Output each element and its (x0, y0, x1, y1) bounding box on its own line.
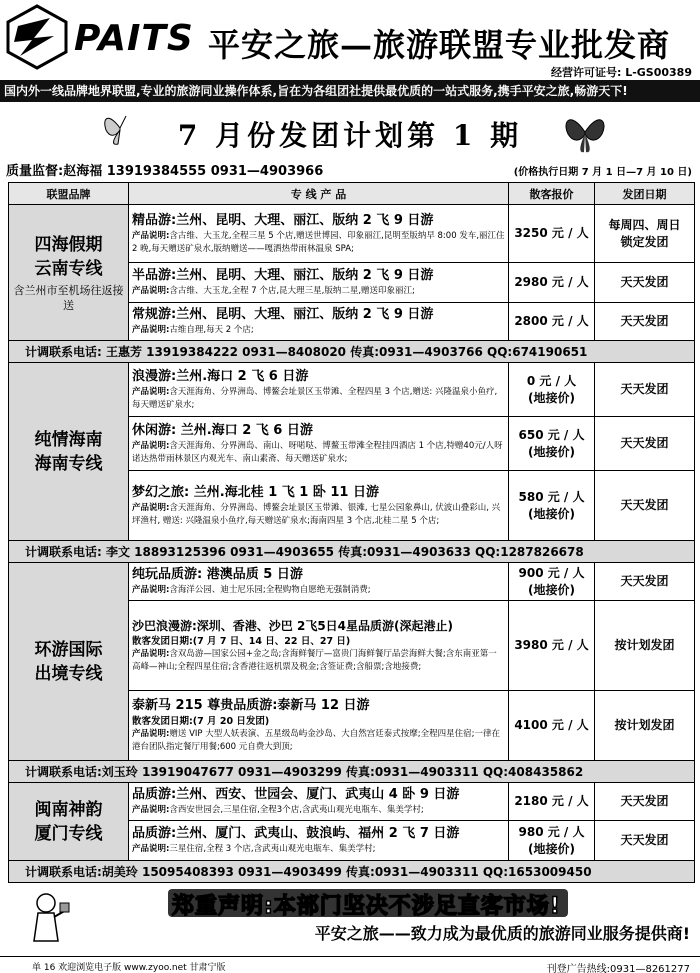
desc-label: 产品说明: (132, 230, 170, 241)
product-subtitle: 散客发团日期:(7 月 20 日发团) (132, 716, 270, 727)
product-name: 品质游:兰州、厦门、武夷山、鼓浪屿、福州 2 飞 7 日游 (132, 826, 460, 841)
date-cell (595, 563, 695, 601)
price-cell (509, 263, 595, 303)
contact-row (9, 761, 695, 783)
product-cell (129, 783, 509, 821)
price-cell (509, 417, 595, 471)
contact-cell: 计调联系电话:刘玉玲 13919047677 0931—4903299 传真:0931—4903311 QQ:408435862 (9, 761, 695, 783)
departure-date: 天天发团 (620, 275, 669, 289)
col-header-product: 专 线 产 品 (129, 183, 509, 205)
col-header-brand: 联盟品牌 (9, 183, 129, 205)
departure-date: 每周四、周日锁定发团 (608, 217, 681, 249)
quality-supervisor: 质量监督:赵海福 13919384555 0931—4903966 (6, 164, 324, 179)
product-desc (132, 843, 505, 856)
product-cell (129, 417, 509, 471)
product-desc (132, 386, 505, 412)
departure-date: 天天发团 (620, 314, 669, 328)
desc-text: 含天涯海角、分界洲岛、南山、呀喏哒、博鳌玉带滩全程挂四酒店 1 个店,特赠40元/人呀诺达热带雨林景区内观光车、南山素斋、每天赠送矿泉水; (132, 440, 503, 464)
bottom-bar (0, 956, 700, 973)
departure-date: 天天发团 (620, 436, 669, 450)
brand-line: 出境专线 (34, 663, 103, 684)
product-cell (129, 303, 509, 341)
product-name: 品质游:兰州、西安、世园会、厦门、武夷山 4 卧 9 日游 (132, 787, 460, 802)
price-cell (509, 205, 595, 263)
product-cell (129, 563, 509, 601)
departure-date: 天天发团 (620, 498, 669, 512)
date-cell (595, 783, 695, 821)
price-cell (509, 303, 595, 341)
price-cell (509, 691, 595, 761)
price: 4100 元 / 人 (514, 718, 589, 732)
contact-cell: 计调联系电话:胡美玲 15095408393 0931—4903499 传真:0931—4903311 QQ:1653009450 (9, 861, 695, 883)
departure-date: 天天发团 (620, 794, 669, 808)
product-cell (129, 471, 509, 541)
desc-label: 产品说明: (132, 502, 170, 513)
price: 650 元 / 人 (518, 427, 585, 442)
date-cell (595, 263, 695, 303)
product-cell (129, 263, 509, 303)
desc-label: 产品说明: (132, 440, 170, 451)
price: 900 元 / 人 (518, 565, 585, 580)
butterfly-right-icon (560, 108, 610, 156)
desc-text: 含西安世园会,三星住宿,全程3个店,含武夷山观光电瓶车、集美学村; (169, 805, 424, 815)
price: 0 元 / 人 (526, 373, 577, 388)
desc-label: 产品说明: (132, 729, 170, 739)
product-desc (132, 804, 505, 817)
table-row (9, 563, 695, 601)
brand-cell (9, 563, 129, 761)
product-name: 沙巴浪漫游:深圳、香港、沙巴 2飞5日4星品质游(深起港止) (132, 619, 453, 633)
price-note: (地接价) (528, 841, 575, 856)
desc-label: 产品说明: (132, 325, 170, 335)
product-name: 休闲游: 兰州.海口 2 飞 6 日游 (132, 422, 313, 438)
brand-cell (9, 783, 129, 861)
desc-text: 赠送 VIP 大型人妖表演、五星级岛屿金沙岛、大自然宫廷泰式按摩;全程四星住宿;一律在港台团队指定餐厅用餐;600 元自费大到顶; (132, 729, 500, 752)
title-row (0, 104, 700, 158)
brand-name: PAITS (74, 18, 194, 59)
brand-line: 海南专线 (34, 453, 103, 474)
desc-label: 产品说明: (132, 649, 170, 659)
desc-text: 含双岛游—国家公园+金之岛;含海鲜餐厅—富贵门海鲜餐厅品尝海鲜大餐;含东南亚第一高峰—神山;全程四星住宿;含香港往返机票及税金;含签证费;含船票;含地接费; (132, 649, 497, 672)
price-note: (地接价) (528, 506, 575, 521)
product-desc (132, 584, 505, 597)
desc-text: 古维自理,每天 2 个店; (169, 325, 254, 335)
desc-text: 含古维、大玉龙,全程 7 个店,昆大理三星,版纳二星,赠送印象丽江; (169, 286, 415, 296)
brand-line: 纯情海南 (34, 429, 103, 450)
product-cell (129, 821, 509, 861)
product-desc (132, 230, 505, 256)
product-name: 浪漫游:兰州.海口 2 飞 6 日游 (132, 368, 309, 384)
brand-line: 闽南神韵 (34, 799, 103, 820)
schedule-table (8, 182, 695, 883)
price-cell (509, 563, 595, 601)
price: 2980 元 / 人 (514, 275, 589, 289)
page-title: 7 月份发团计划第 1 期 (177, 119, 523, 152)
product-name: 梦幻之旅: 兰州.海北桂 1 飞 1 卧 11 日游 (132, 484, 380, 500)
date-cell (595, 471, 695, 541)
date-cell (595, 691, 695, 761)
price: 3250 元 / 人 (514, 226, 589, 240)
desc-text: 含天涯海角、分界洲岛、博鳌会址景区玉带滩、全程四星 3 个店,赠送: 兴隆温泉小鱼疗,每天赠送矿泉水; (132, 386, 498, 410)
table-row (9, 363, 695, 417)
product-desc (132, 648, 505, 674)
date-cell (595, 417, 695, 471)
departure-date: 天天发团 (620, 833, 669, 847)
table-header-row (9, 183, 695, 205)
departure-date: 天天发团 (620, 382, 669, 396)
date-cell (595, 601, 695, 691)
price-note: (地接价) (528, 444, 575, 459)
header (0, 0, 700, 80)
desc-label: 产品说明: (132, 386, 170, 397)
brand-line: 云南专线 (34, 258, 103, 279)
product-desc (132, 440, 505, 466)
departure-date: 按计划发团 (614, 718, 675, 732)
logo-mark-icon (4, 4, 70, 70)
product-name: 纯玩品质游: 港澳品质 5 日游 (132, 567, 303, 582)
price: 580 元 / 人 (518, 489, 585, 504)
col-header-date: 发团日期 (595, 183, 695, 205)
logo (4, 4, 204, 72)
table-row (9, 205, 695, 263)
desc-label: 产品说明: (132, 844, 170, 854)
price: 980 元 / 人 (518, 824, 585, 839)
header-slogan: 平安之旅—旅游联盟专业批发商 (208, 26, 671, 64)
license-number: 经营许可证号: L-GS00389 (550, 66, 692, 79)
product-cell (129, 691, 509, 761)
date-cell (595, 205, 695, 263)
announcement: 郑重声明:本部门坚决不涉足直客市场! (172, 894, 561, 919)
departure-date: 按计划发团 (614, 638, 675, 652)
brand-line: 厦门专线 (34, 823, 103, 844)
price-cell (509, 471, 595, 541)
price-cell (509, 601, 595, 691)
product-cell (129, 601, 509, 691)
price: 2800 元 / 人 (514, 314, 589, 328)
brand-subtitle: 含兰州市至机场往返接送 (13, 283, 124, 312)
product-desc (132, 285, 505, 298)
contact-row (9, 341, 695, 363)
price: 3980 元 / 人 (514, 638, 589, 652)
col-header-price: 散客报价 (509, 183, 595, 205)
date-cell (595, 821, 695, 861)
desc-text: 含海洋公园、迪士尼乐园;全程购物自愿绝无强制消费; (169, 585, 371, 595)
contact-row (9, 861, 695, 883)
desc-text: 含天涯海角、分界洲岛、博鳌会址景区玉带滩、银滩, 七星公园象鼻山, 伏波山叠彩山, 兴坪渔村, 赠送: 兴隆温泉小鱼疗,每天赠送矿泉水;海南四星 3 个店,北桂二星 5 个店; (132, 502, 501, 526)
mission-statement: 平安之旅——致力成为最优质的旅游同业服务提供商! (314, 924, 690, 943)
desc-label: 产品说明: (132, 585, 170, 595)
product-name: 常规游:兰州、昆明、大理、丽江、版纳 2 飞 9 日游 (132, 307, 434, 322)
product-desc (132, 728, 505, 754)
desc-label: 产品说明: (132, 286, 170, 296)
price-cell (509, 363, 595, 417)
contact-cell: 计调联系电话: 王惠芳 13919384222 0931—8408020 传真:0931—4903766 QQ:674190651 (9, 341, 695, 363)
bottom-left-text: 单 16 欢迎浏览电子版 www.zyoo.net 甘肃宁版 (32, 963, 226, 973)
date-cell (595, 303, 695, 341)
product-subtitle: 散客发团日期:(7 月 7 日、14 日、22 日、27 日) (132, 636, 351, 647)
brand-cell (9, 205, 129, 341)
product-name: 精品游:兰州、昆明、大理、丽江、版纳 2 飞 9 日游 (132, 212, 434, 228)
contact-cell: 计调联系电话: 李文 18893125396 0931—4903655 传真:0931—4903633 QQ:1287826678 (9, 541, 695, 563)
brand-line: 环游国际 (34, 639, 103, 660)
price-note: (地接价) (528, 582, 575, 597)
departure-date: 天天发团 (620, 574, 669, 588)
product-name: 泰新马 215 尊贵品质游:泰新马 12 日游 (132, 698, 370, 713)
table-row (9, 783, 695, 821)
contact-row (9, 541, 695, 563)
price-note: (地接价) (528, 390, 575, 405)
product-desc (132, 324, 505, 337)
product-cell (129, 363, 509, 417)
ad-hotline: 刊登广告热线:0931—8261277 (546, 964, 690, 973)
price-cell (509, 783, 595, 821)
brand-cell (9, 363, 129, 541)
product-desc (132, 502, 505, 528)
price: 2180 元 / 人 (514, 794, 589, 808)
brand-line: 四海假期 (34, 234, 103, 255)
price-cell (509, 821, 595, 861)
header-banner: 国内外一线品牌地界联盟,专业的旅游同业操作体系,旨在为各组团社提供最优质的一站式服务,携手平安之旅,畅游天下! (0, 80, 700, 102)
product-name: 半品游:兰州、昆明、大理、丽江、版纳 2 飞 9 日游 (132, 268, 434, 283)
date-cell (595, 363, 695, 417)
person-figure-icon (30, 891, 70, 951)
desc-label: 产品说明: (132, 805, 170, 815)
product-cell (129, 205, 509, 263)
desc-text: 含古维、大玉龙,全程三星 5 个店,赠送世博园、印象丽江,昆明至版纳早 8:00 发车,丽江住 2 晚,每天赠送矿泉水,版纳赠送——嘎洒热带雨林温泉 SPA; (132, 230, 505, 254)
desc-text: 三星住宿,全程 3 个店,含武夷山观光电瓶车、集美学村; (169, 844, 376, 854)
price-validity: (价格执行日期 7 月 1 日—7 月 10 日) (513, 167, 692, 178)
footer-note (0, 885, 700, 955)
